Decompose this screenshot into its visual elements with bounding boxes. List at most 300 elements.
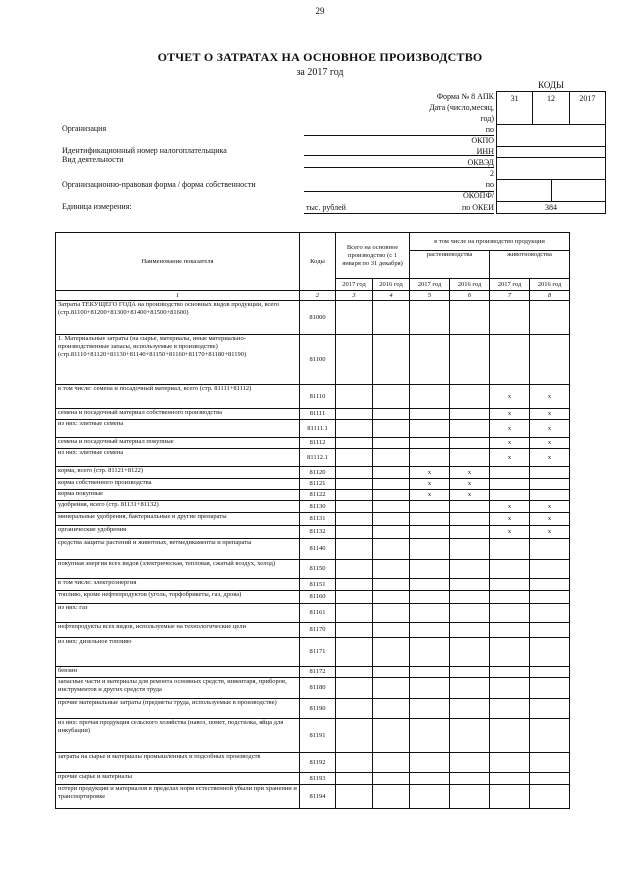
value-cell[interactable] (336, 420, 373, 438)
unit-value: тыс. рублей (306, 203, 346, 212)
okved-label: ОКВЭД (467, 158, 494, 167)
row-name: из них: элитные семена (56, 420, 300, 438)
value-cell[interactable] (373, 638, 410, 667)
okved-code-cell[interactable] (496, 158, 606, 180)
value-cell[interactable] (336, 623, 373, 638)
not-applicable-cell: x (490, 513, 530, 526)
value-cell[interactable] (530, 301, 570, 335)
value-cell[interactable] (530, 467, 570, 479)
okved-label-2: 2 (490, 169, 494, 178)
row-name: покупная энергия всех видов (электрическая, тепловая, сжатый воздух, холод) (56, 560, 300, 579)
value-cell[interactable] (336, 773, 373, 785)
value-cell[interactable] (410, 604, 450, 623)
value-cell[interactable] (450, 591, 490, 604)
row-name: прочие сырье и материалы (56, 773, 300, 785)
value-cell[interactable] (373, 539, 410, 560)
not-applicable-cell: x (530, 501, 570, 513)
value-cell[interactable] (410, 678, 450, 699)
value-cell[interactable] (530, 560, 570, 579)
inn-label: ИНН (476, 147, 494, 156)
value-cell[interactable] (373, 526, 410, 539)
header-animal: животноводства (490, 251, 570, 279)
table-row (56, 438, 570, 449)
row-name: из них: газ (56, 604, 300, 623)
value-cell[interactable] (530, 539, 570, 560)
unit-line (304, 213, 494, 214)
header-including: в том числе на производство продукции (410, 233, 570, 251)
okei-code-cell: 384 (496, 202, 606, 214)
column-number: 6 (450, 291, 490, 301)
column-number: 5 (410, 291, 450, 301)
value-cell[interactable] (410, 449, 450, 467)
row-code: 81132 (300, 526, 336, 539)
row-name: затраты на сырье и материалы промышленных и подсобных производств (56, 753, 300, 773)
value-cell[interactable] (373, 773, 410, 785)
row-code: 81000 (300, 301, 336, 335)
row-code: 81130 (300, 501, 336, 513)
value-cell[interactable] (530, 753, 570, 773)
not-applicable-cell: x (450, 490, 490, 501)
value-cell[interactable] (336, 699, 373, 719)
value-cell[interactable] (410, 539, 450, 560)
not-applicable-cell: x (530, 449, 570, 467)
value-cell[interactable] (373, 385, 410, 409)
row-name: корма собственного производства (56, 479, 300, 490)
table-row (56, 467, 570, 479)
value-cell[interactable] (410, 773, 450, 785)
row-name: органические удобрения (56, 526, 300, 539)
value-cell[interactable] (373, 753, 410, 773)
value-cell[interactable] (530, 773, 570, 785)
table-row (56, 479, 570, 490)
activity-label: Вид деятельности (62, 155, 124, 164)
row-code: 81112 (300, 438, 336, 449)
value-cell[interactable] (450, 678, 490, 699)
value-cell[interactable] (373, 409, 410, 420)
value-cell[interactable] (490, 467, 530, 479)
date-code-cells (496, 91, 606, 125)
table-row (56, 513, 570, 526)
inn-full-label: Идентификационный номер налогоплательщика (62, 146, 227, 155)
value-cell[interactable] (490, 719, 530, 753)
table-row (56, 420, 570, 438)
value-cell[interactable] (450, 785, 490, 809)
not-applicable-cell: x (410, 467, 450, 479)
value-cell[interactable] (490, 773, 530, 785)
row-code: 81172 (300, 667, 336, 678)
column-number: 3 (336, 291, 373, 301)
value-cell[interactable] (450, 773, 490, 785)
value-cell[interactable] (530, 678, 570, 699)
header-crop: растениеводства (410, 251, 490, 279)
table-row (56, 335, 570, 385)
value-cell[interactable] (490, 490, 530, 501)
value-cell[interactable] (336, 667, 373, 678)
value-cell[interactable] (373, 560, 410, 579)
activity-line (304, 167, 494, 168)
row-name: прочие материальные затраты (предметы труда, используемые в производстве) (56, 699, 300, 719)
not-applicable-cell: x (450, 467, 490, 479)
value-cell[interactable] (336, 785, 373, 809)
not-applicable-cell: x (530, 420, 570, 438)
table-row (56, 301, 570, 335)
not-applicable-cell: x (530, 385, 570, 409)
table-row (56, 385, 570, 409)
value-cell[interactable] (450, 623, 490, 638)
table-row (56, 409, 570, 420)
value-cell[interactable] (336, 385, 373, 409)
table-row (56, 490, 570, 501)
value-cell[interactable] (450, 753, 490, 773)
not-applicable-cell: x (490, 385, 530, 409)
value-cell[interactable] (450, 501, 490, 513)
value-cell[interactable] (410, 438, 450, 449)
row-code: 81180 (300, 678, 336, 699)
value-cell[interactable] (530, 490, 570, 501)
report-subtitle: за 2017 год (296, 67, 344, 78)
value-cell[interactable] (490, 335, 530, 385)
not-applicable-cell: x (490, 449, 530, 467)
row-name: корма покупные (56, 490, 300, 501)
value-cell[interactable] (450, 301, 490, 335)
value-cell[interactable] (450, 335, 490, 385)
not-applicable-cell: x (450, 479, 490, 490)
value-cell[interactable] (410, 785, 450, 809)
header-animal-2017: 2017 год (490, 279, 530, 291)
table-row (56, 449, 570, 467)
row-name: Затраты ТЕКУЩЕГО ГОДА на производство основных видов продукции, всего (стр.81100+81200+81300+81400+81500+81600) (56, 301, 300, 335)
value-cell[interactable] (336, 579, 373, 591)
row-name: средства защиты растений и животных, ветмедикаменты и препараты (56, 539, 300, 560)
value-cell[interactable] (373, 490, 410, 501)
value-cell[interactable] (450, 513, 490, 526)
value-cell[interactable] (336, 539, 373, 560)
organization-label: Организация (62, 124, 107, 133)
table-row (56, 526, 570, 539)
date-day: 31 (497, 92, 533, 124)
row-name: в том числе: электроэнергия (56, 579, 300, 591)
value-cell[interactable] (490, 301, 530, 335)
value-cell[interactable] (450, 449, 490, 467)
page-number: 29 (315, 6, 325, 16)
value-cell[interactable] (373, 438, 410, 449)
value-cell[interactable] (373, 449, 410, 467)
value-cell[interactable] (373, 591, 410, 604)
date-year: 2017 (579, 94, 596, 103)
not-applicable-cell: x (410, 479, 450, 490)
not-applicable-cell: x (530, 513, 570, 526)
row-name: минеральные удобрения, бактериальные и другие препараты (56, 513, 300, 526)
value-cell[interactable] (410, 526, 450, 539)
value-cell[interactable] (410, 638, 450, 667)
row-code: 81193 (300, 773, 336, 785)
okpo-code-cell[interactable] (496, 125, 606, 147)
value-cell[interactable] (410, 513, 450, 526)
unit-label: Единица измерения: (62, 202, 132, 211)
value-cell[interactable] (450, 638, 490, 667)
header-crop-2017: 2017 год (410, 279, 450, 291)
value-cell[interactable] (373, 479, 410, 490)
column-numbers-row (56, 291, 570, 301)
header-total: Всего на основное производство (с 1 января по 31 декабря) (336, 233, 410, 279)
table-row (56, 678, 570, 699)
header-name: Наименование показателя (56, 233, 300, 291)
okopf-code-cell[interactable] (497, 180, 552, 201)
not-applicable-cell: x (490, 438, 530, 449)
row-name: из них: дизельное топливо (56, 638, 300, 667)
row-code: 81161 (300, 604, 336, 623)
value-cell[interactable] (490, 753, 530, 773)
value-cell[interactable] (410, 409, 450, 420)
row-name: корма, всего (стр. 81121+8122) (56, 467, 300, 479)
table-row (56, 623, 570, 638)
value-cell[interactable] (530, 604, 570, 623)
value-cell[interactable] (336, 490, 373, 501)
not-applicable-cell: x (530, 438, 570, 449)
value-cell[interactable] (450, 667, 490, 678)
value-cell[interactable] (336, 719, 373, 753)
codes-header: КОДЫ (538, 80, 564, 90)
value-cell[interactable] (490, 539, 530, 560)
date-label-2: год) (480, 114, 494, 123)
value-cell[interactable] (336, 678, 373, 699)
legal-form-line (304, 191, 494, 192)
okopf-label: ОКОПФ/ (462, 191, 494, 200)
date-month: 12 (533, 92, 569, 124)
value-cell[interactable] (336, 526, 373, 539)
date-label-1: Дата (число,месяц, (429, 103, 494, 112)
value-cell[interactable] (490, 579, 530, 591)
row-code: 81140 (300, 539, 336, 560)
not-applicable-cell: x (410, 490, 450, 501)
value-cell[interactable] (490, 785, 530, 809)
value-cell[interactable] (410, 753, 450, 773)
table-row (56, 753, 570, 773)
okei-label: по ОКЕИ (461, 203, 494, 212)
column-number: 2 (300, 291, 336, 301)
value-cell[interactable] (530, 479, 570, 490)
table-row (56, 785, 570, 809)
value-cell[interactable] (450, 539, 490, 560)
value-cell[interactable] (373, 420, 410, 438)
value-cell[interactable] (373, 513, 410, 526)
table-row (56, 579, 570, 591)
header-animal-2016: 2016 год (530, 279, 570, 291)
value-cell[interactable] (530, 579, 570, 591)
header-crop-2016: 2016 год (450, 279, 490, 291)
okfs-code-cell[interactable] (552, 180, 606, 201)
value-cell[interactable] (373, 335, 410, 385)
value-cell[interactable] (336, 560, 373, 579)
value-cell[interactable] (373, 467, 410, 479)
value-cell[interactable] (490, 560, 530, 579)
not-applicable-cell: x (530, 526, 570, 539)
table-row (56, 638, 570, 667)
not-applicable-cell: x (490, 420, 530, 438)
not-applicable-cell: x (530, 409, 570, 420)
row-name: нефтепродукты всех видов, используемые на технологические цели (56, 623, 300, 638)
row-name: семена и посадочный материал покупные (56, 438, 300, 449)
row-code: 81121 (300, 479, 336, 490)
row-code: 81170 (300, 623, 336, 638)
organization-line (304, 135, 494, 136)
value-cell[interactable] (530, 785, 570, 809)
value-cell[interactable] (336, 604, 373, 623)
value-cell[interactable] (373, 623, 410, 638)
report-title: ОТЧЕТ О ЗАТРАТАХ НА ОСНОВНОЕ ПРОИЗВОДСТВО (157, 50, 483, 64)
value-cell[interactable] (490, 604, 530, 623)
value-cell[interactable] (373, 785, 410, 809)
value-cell[interactable] (410, 719, 450, 753)
column-number: 7 (490, 291, 530, 301)
value-cell[interactable] (530, 591, 570, 604)
value-cell[interactable] (530, 699, 570, 719)
po-label-2: по (485, 180, 494, 189)
value-cell[interactable] (530, 335, 570, 385)
column-number: 1 (56, 291, 300, 301)
value-cell[interactable] (336, 753, 373, 773)
row-code: 81150 (300, 560, 336, 579)
value-cell[interactable] (373, 604, 410, 623)
value-cell[interactable] (336, 449, 373, 467)
table-row (56, 560, 570, 579)
value-cell[interactable] (490, 667, 530, 678)
not-applicable-cell: x (490, 526, 530, 539)
value-cell[interactable] (336, 335, 373, 385)
column-number: 4 (373, 291, 410, 301)
value-cell[interactable] (373, 501, 410, 513)
value-cell[interactable] (450, 699, 490, 719)
row-name: 1. Материальные затраты (на сырье, материалы, иные материально-производственные запасы, используемые в производстве) (стр.81110+81120+81130+81140+81150+81160+81170+81180+81190) (56, 335, 300, 385)
value-cell[interactable] (373, 579, 410, 591)
inn-line (304, 155, 494, 156)
value-cell[interactable] (450, 385, 490, 409)
value-cell[interactable] (490, 678, 530, 699)
okopf-code-cells[interactable] (496, 180, 606, 202)
value-cell[interactable] (450, 409, 490, 420)
row-code: 81191 (300, 719, 336, 753)
table-row (56, 591, 570, 604)
value-cell[interactable] (336, 409, 373, 420)
row-name: из них: элитные семена (56, 449, 300, 467)
row-code: 81112.1 (300, 449, 336, 467)
table-row (56, 604, 570, 623)
not-applicable-cell: x (490, 501, 530, 513)
table-row (56, 719, 570, 753)
value-cell[interactable] (410, 699, 450, 719)
value-cell[interactable] (450, 420, 490, 438)
value-cell[interactable] (450, 526, 490, 539)
row-name: топливо, кроме нефтепродуктов (уголь, торфобрикеты, газ, дрова) (56, 591, 300, 604)
table-row (56, 773, 570, 785)
value-cell[interactable] (410, 301, 450, 335)
column-number: 8 (530, 291, 570, 301)
value-cell[interactable] (410, 501, 450, 513)
header-total-2016: 2016 год (373, 279, 410, 291)
row-code: 81111.1 (300, 420, 336, 438)
costs-table (55, 232, 570, 809)
value-cell[interactable] (410, 335, 450, 385)
row-code: 81122 (300, 490, 336, 501)
row-code: 81160 (300, 591, 336, 604)
row-code: 81110 (300, 385, 336, 409)
form-label: Форма № 8 АПК (436, 92, 494, 101)
value-cell[interactable] (530, 667, 570, 678)
value-cell[interactable] (450, 604, 490, 623)
value-cell[interactable] (336, 501, 373, 513)
value-cell[interactable] (336, 591, 373, 604)
table-row (56, 501, 570, 513)
value-cell[interactable] (410, 591, 450, 604)
value-cell[interactable] (373, 678, 410, 699)
row-name: потери продукции и материалов в пределах норм естественной убыли при хранении и транспортировке (56, 785, 300, 809)
value-cell[interactable] (530, 638, 570, 667)
value-cell[interactable] (373, 667, 410, 678)
row-code: 81111 (300, 409, 336, 420)
value-cell[interactable] (336, 513, 373, 526)
row-name: семена и посадочный материал собственного производства (56, 409, 300, 420)
row-name: удобрения, всего (стр. 81131+81132) (56, 501, 300, 513)
value-cell[interactable] (373, 719, 410, 753)
okpo-label: ОКПО (471, 136, 494, 145)
inn-code-cell[interactable] (496, 147, 606, 158)
legal-form-label: Организационно-правовая форма / форма собственности (62, 180, 256, 189)
value-cell[interactable] (410, 667, 450, 678)
value-cell[interactable] (530, 623, 570, 638)
not-applicable-cell: x (490, 409, 530, 420)
header-codes: Коды (300, 233, 336, 291)
value-cell[interactable] (336, 438, 373, 449)
value-cell[interactable] (410, 579, 450, 591)
table-row (56, 699, 570, 719)
row-code: 81194 (300, 785, 336, 809)
value-cell[interactable] (490, 591, 530, 604)
value-cell[interactable] (450, 719, 490, 753)
row-name: из них: прочая продукция сельского хозяйства (навоз, помет, подстилка, яйца для инкубации) (56, 719, 300, 753)
row-code: 81100 (300, 335, 336, 385)
value-cell[interactable] (410, 623, 450, 638)
value-cell[interactable] (490, 699, 530, 719)
row-code: 81171 (300, 638, 336, 667)
table-row (56, 667, 570, 678)
value-cell[interactable] (490, 638, 530, 667)
value-cell[interactable] (450, 579, 490, 591)
row-name: бензин (56, 667, 300, 678)
value-cell[interactable] (490, 623, 530, 638)
row-code: 81131 (300, 513, 336, 526)
row-code: 81151 (300, 579, 336, 591)
row-name: запасные части и материалы для ремонта основных средств, инвентаря, приборов, инструментов и других средств труда (56, 678, 300, 699)
value-cell[interactable] (373, 301, 410, 335)
row-code: 81192 (300, 753, 336, 773)
row-code: 81190 (300, 699, 336, 719)
value-cell[interactable] (410, 560, 450, 579)
header-total-2017: 2017 год (336, 279, 373, 291)
value-cell[interactable] (410, 385, 450, 409)
value-cell[interactable] (336, 467, 373, 479)
row-name: в том числе: семена и посадочный материал, всего (стр. 81111+81112) (56, 385, 300, 409)
value-cell[interactable] (530, 719, 570, 753)
value-cell[interactable] (336, 479, 373, 490)
value-cell[interactable] (410, 420, 450, 438)
value-cell[interactable] (490, 479, 530, 490)
value-cell[interactable] (450, 438, 490, 449)
po-label-1: по (485, 125, 494, 134)
value-cell[interactable] (336, 638, 373, 667)
value-cell[interactable] (373, 699, 410, 719)
value-cell[interactable] (336, 301, 373, 335)
value-cell[interactable] (450, 560, 490, 579)
